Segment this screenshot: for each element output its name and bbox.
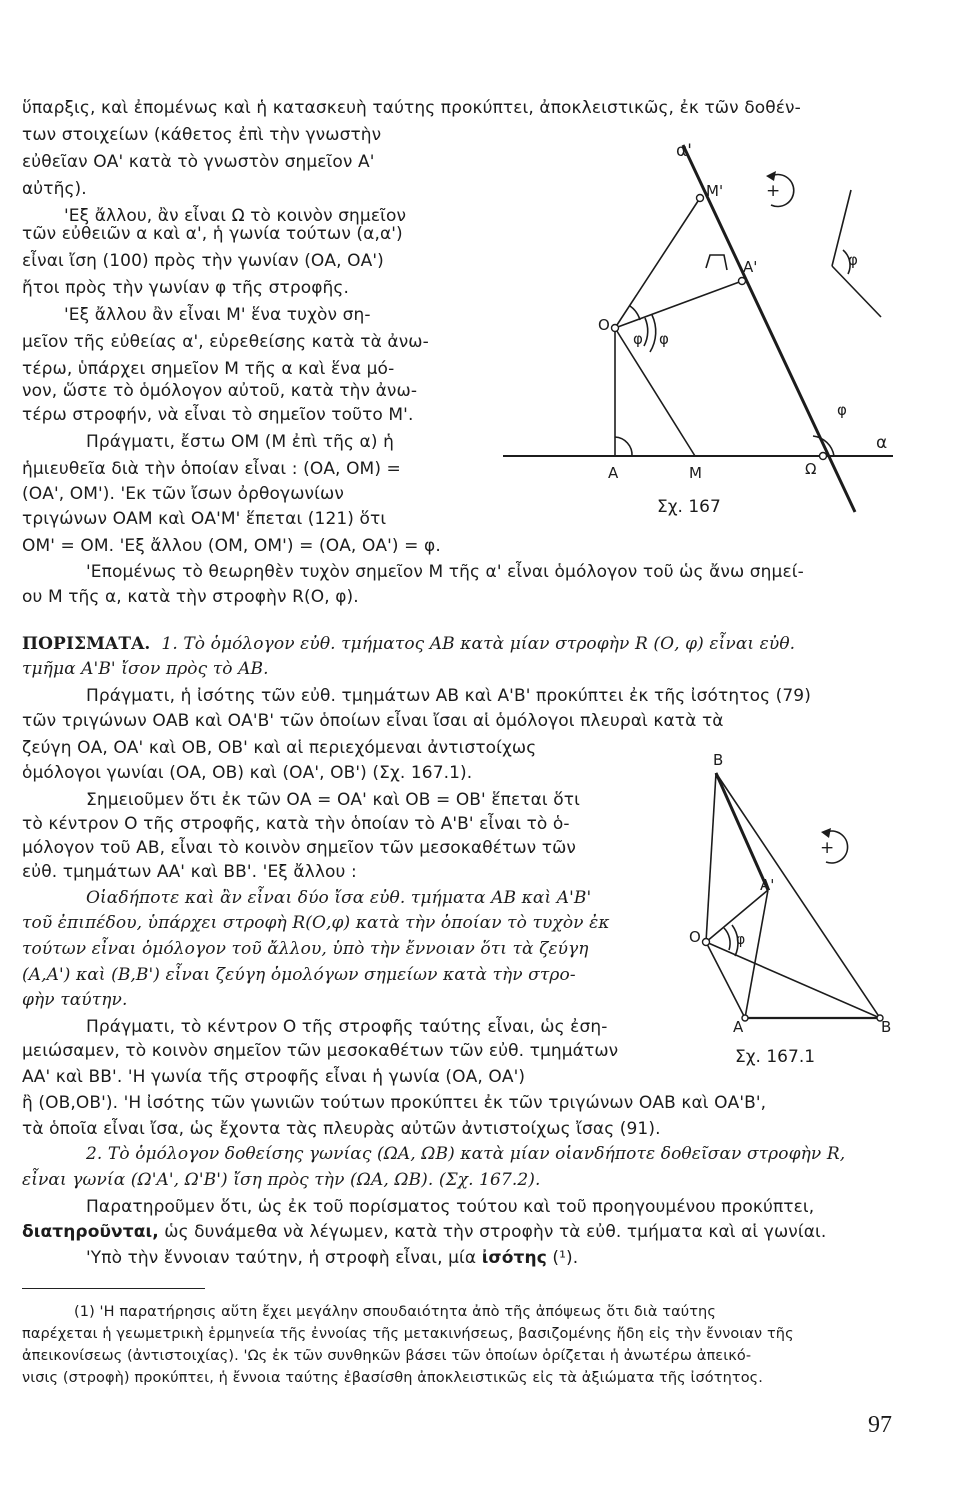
page-number: 97	[868, 1412, 892, 1438]
arrowhead	[821, 828, 831, 838]
segment-OB-prime	[706, 773, 716, 942]
text-line: Παρατηροῦμεν ὅτι, ὡς ἐκ τοῦ πορίσματος τούτου καὶ τοῦ προηγουμένου προκύπτει,	[86, 1197, 815, 1217]
caption-fig-167: Σχ. 167	[657, 497, 721, 517]
label-A: Α	[608, 464, 619, 482]
segment-BB-prime	[716, 773, 880, 1018]
label-plus: +	[820, 838, 835, 858]
theorem-line: Οἱαδήποτε καὶ ἂν εἶναι δύο ἴσα εὐθ. τμήματα ΑΒ καὶ Α'Β'	[86, 888, 592, 908]
label-M-prime: Μ'	[706, 182, 724, 200]
text-span: 'Υπὸ τὴν ἔννοιαν ταύτην, ἡ στροφὴ εἶναι, μία	[86, 1248, 482, 1268]
text-line: τέρω στροφήν, νὰ εἶναι τὸ σημεῖον τοῦτο Μ'.	[22, 405, 414, 425]
text-line: μειώσαμεν, τὸ κοινὸν σημεῖον τῶν μεσοκαθέτων τῶν εὐθ. τμημάτων	[22, 1041, 619, 1061]
text-line: 'Εξ ἄλλου ἂν εἶναι Μ' ἕνα τυχὸν ση-	[64, 305, 371, 325]
text-line: ου Μ τῆς α, κατὰ τὴν στροφὴν R(Ο, φ).	[22, 587, 359, 607]
text-line: τῶν τριγώνων ΟΑΒ καὶ ΟΑ'Β' τῶν ὁποίων εἶναι ἴσαι αἱ ὁμόλογοι πλευραὶ κατὰ τὰ	[22, 711, 724, 731]
theorem-line: τοῦ ἐπιπέδου, ὑπάρχει στροφὴ R(Ο,φ) κατὰ τὴν ὁποίαν τὸ τυχὸν ἐκ	[22, 913, 610, 933]
text-line: των στοιχείων (κάθετος ἐπὶ τὴν γνωστὴν	[22, 125, 382, 145]
text-line: τῶν εὐθειῶν α καὶ α', ἡ γωνία τούτων (α,α')	[22, 224, 403, 244]
segment-A-prime-B	[716, 773, 768, 890]
label-phi-1: φ	[633, 330, 643, 348]
text-line: ΟΜ' = ΟΜ. 'Εξ ἄλλου (ΟΜ, ΟΜ') = (ΟΑ, ΟΑ') = φ.	[22, 536, 441, 556]
corollary-2-cont: εἶναι γωνία (Ω'Α', Ω'Β') ἴση πρὸς τὴν (ΩΑ, ΩΒ). (Σχ. 167.2).	[22, 1170, 541, 1190]
corollary-2: 2. Τὸ ὁμόλογον δοθείσης γωνίας (ΩΑ, ΩΒ) κατὰ μίαν οἱανδήποτε δοθεῖσαν στροφὴν R,	[86, 1144, 846, 1164]
text-line: ἤτοι πρὸς τὴν γωνίαν φ τῆς στροφῆς.	[22, 278, 350, 298]
angle-arc	[724, 928, 730, 950]
corollary-1-cont: τμῆμα Α'Β' ἴσον πρὸς τὸ ΑΒ.	[22, 659, 269, 679]
label-B: Β	[881, 1018, 892, 1036]
text-line: νον, ὥστε τὸ ὁμόλογον αὐτοῦ, κατὰ τὴν ἀνω-	[22, 381, 418, 401]
label-A-prime: Α'	[760, 876, 775, 894]
text-line: ὕπαρξις, καὶ ἐπομένως καὶ ἡ κατασκευὴ ταύτης προκύπτει, ἀποκλειστικῶς, ἐκ τῶν δοθέν-	[22, 98, 801, 118]
label-plus: +	[766, 181, 781, 201]
text-line: (ΟΑ', ΟΜ'). 'Εκ τῶν ἴσων ὀρθογωνίων	[22, 484, 344, 504]
caption-fig-167-1: Σχ. 167.1	[735, 1047, 816, 1067]
text-line: τέρω, ὑπάρχει σημεῖον Μ τῆς α καὶ ἕνα μό-	[22, 359, 395, 379]
text-line: Πράγματι, τὸ κέντρον Ο τῆς στροφῆς ταύτης εἶναι, ὡς ἐση-	[86, 1017, 608, 1037]
text-line: Σημειοῦμεν ὅτι ἐκ τῶν ΟΑ = ΟΑ' καὶ ΟΒ = ΟΒ' ἕπεται ὅτι	[86, 790, 580, 810]
text-line: ἢ (ΟΒ,ΟΒ'). 'Η ἰσότης τῶν γωνιῶν τούτων προκύπτει ἐκ τῶν τριγώνων ΟΑΒ καὶ ΟΑ'Β',	[22, 1093, 767, 1113]
text-line: Πράγματι, ἡ ἰσότης τῶν εὐθ. τμημάτων ΑΒ καὶ Α'Β' προκύπτει ἐκ τῆς ἰσότητος (79)	[86, 686, 811, 706]
footnote-line: νισις (στροφὴ) προκύπτει, ἡ ἔννοια ταύτης ἐβασίσθη ἀποκλειστικῶς εἰς τὰ ἀξιώματα τῆς ἰσότητος.	[22, 1370, 764, 1386]
corollary-1: 1. Τὸ ὁμόλογον εὐθ. τμήματος ΑΒ κατὰ μίαν στροφὴν R (Ο, φ) εἶναι εὐθ.	[161, 634, 796, 654]
label-phi-4: φ	[848, 251, 858, 269]
theorem-line: φὴν ταύτην.	[22, 990, 128, 1010]
label-O: Ο	[689, 928, 701, 946]
label-phi-3: φ	[837, 401, 847, 419]
label-M: Μ	[689, 464, 702, 482]
porismata-heading: ΠΟΡΙΣΜΑΤΑ.	[22, 634, 151, 654]
label-Omega: Ω	[805, 460, 817, 478]
text-line: ζεύγη ΟΑ, ΟΑ' καὶ ΟΒ, ΟΒ' καὶ αἱ περιεχόμεναι ἀντιστοίχως	[22, 738, 537, 758]
label-alpha: α	[876, 433, 888, 453]
emphasis: ἰσότης	[481, 1248, 547, 1268]
footnote-ref: (¹).	[546, 1248, 579, 1268]
text-line: τὰ ὁποῖα εἶναι ἴσα, ὡς ἔχοντα τὰς πλευρὰς αὐτῶν ἀντιστοίχως ἴσας (91).	[22, 1119, 661, 1139]
segment-AA-prime	[745, 890, 768, 1018]
text-line: μεῖον τῆς εὐθείας α', εὑρεθείσης κατὰ τὰ ἀνω-	[22, 332, 429, 352]
text-line: τριγώνων ΟΑΜ καὶ ΟΑ'Μ' ἕπεται (121) ὅτι	[22, 509, 387, 529]
text-line: ΑΑ' καὶ ΒΒ'. 'Η γωνία τῆς στροφῆς εἶναι ἡ γωνία (ΟΑ, ΟΑ')	[22, 1067, 526, 1087]
label-phi: φ	[736, 932, 746, 948]
segment-OA	[706, 942, 745, 1018]
label-B-prime: Β	[713, 751, 724, 769]
theorem-line: (Α,Α') καὶ (Β,Β') εἶναι ζεύγη ὁμολόγων σημείων κατὰ τὴν στρο-	[22, 965, 576, 985]
text-line: εἶναι ἴση (100) πρὸς τὴν γωνίαν (ΟΑ, ΟΑ')	[22, 251, 384, 271]
text-line: Πράγματι, ἔστω ΟΜ (Μ ἐπὶ τῆς α) ἡ	[86, 432, 394, 452]
emphasis: διατηροῦνται,	[22, 1222, 159, 1242]
text-line: 'Εξ ἄλλου, ἂν εἶναι Ω τὸ κοινὸν σημεῖον	[64, 206, 407, 226]
text-span: ὡς δυνάμεθα νὰ λέγωμεν, κατὰ τὴν στροφὴν τὰ εὐθ. τμήματα καὶ αἱ γωνίαι.	[158, 1222, 827, 1242]
footnote-line: ἀπεικονίσεως (ἀντιστοιχίας). 'Ως ἐκ τῶν συνθηκῶν βάσει τῶν ὁποίων ὁρίζεται ἡ ἀνωτέρω ἀπεικό-	[22, 1348, 752, 1364]
label-A-prime: Α'	[743, 258, 758, 276]
point-O	[703, 939, 710, 946]
label-phi-2: φ	[659, 330, 669, 348]
footnote-line: παρέχεται ἡ γεωμετρικὴ ἑρμηνεία τῆς ἐννοίας τῆς μετακινήσεως, βασιζομένης ἤδη εἰς τὴν ἔννοιαν τῆς	[22, 1326, 794, 1342]
label-O: Ο	[598, 316, 610, 334]
text-line: 'Επομένως τὸ θεωρηθὲν τυχὸν σημεῖον Μ τῆς α' εἶναι ὁμόλογον τοῦ ὡς ἄνω σημεί-	[86, 562, 804, 582]
text-line: ἡμιευθεῖα διὰ τὴν ὁποίαν εἶναι : (ΟΑ, ΟΜ) =	[22, 459, 401, 479]
label-alpha-prime: α'	[676, 141, 692, 161]
label-A: Α	[733, 1018, 744, 1036]
text-line: τὸ κέντρον Ο τῆς στροφῆς, κατὰ τὴν ὁποίαν τὸ Α'Β' εἶναι τὸ ὁ-	[22, 814, 570, 834]
text-line: αὐτῆς).	[22, 179, 87, 199]
text-line: εὐθ. τμημάτων ΑΑ' καὶ ΒΒ'. 'Εξ ἄλλου :	[22, 862, 357, 882]
footnote-line: (1) 'Η παρατήρησις αὕτη ἔχει μεγάλην σπουδαιότητα ἀπὸ τῆς ἀπόψεως ὅτι διὰ ταύτης	[74, 1304, 716, 1320]
theorem-line: τούτων εἶναι ὁμόλογον τοῦ ἄλλου, ὑπὸ τὴν ἔννοιαν ὅτι τὰ ζεύγη	[22, 939, 589, 959]
text-line: μόλογον τοῦ ΑΒ, εἶναι τὸ κοινὸν σημεῖον τῶν μεσοκαθέτων τῶν	[22, 838, 577, 858]
text-line: ὁμόλογοι γωνίαι (ΟΑ, ΟΒ) καὶ (ΟΑ', ΟΒ') (Σχ. 167.1).	[22, 763, 473, 783]
text-line: εὐθεῖαν ΟΑ' κατὰ τὸ γνωστὸν σημεῖον Α'	[22, 152, 375, 172]
